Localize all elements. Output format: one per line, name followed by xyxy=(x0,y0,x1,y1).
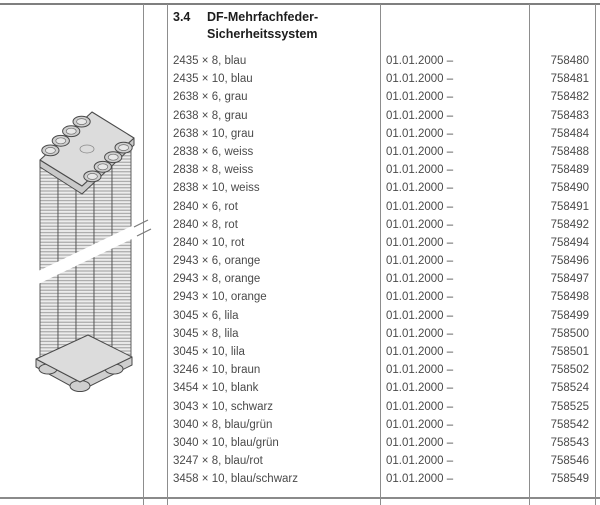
row-description: 2638 × 10, grau xyxy=(173,127,254,140)
top-rule xyxy=(0,3,600,5)
row-description: 3246 × 10, braun xyxy=(173,364,261,377)
row-part-number: 758549 xyxy=(550,473,589,486)
row-valid-from-date: 01.01.2000 – xyxy=(386,255,454,268)
row-description: 2838 × 6, weiss xyxy=(173,145,254,158)
row-description: 3040 × 8, blau/grün xyxy=(173,418,273,431)
table-row xyxy=(168,270,595,288)
row-valid-from-date: 01.01.2000 – xyxy=(386,291,454,304)
row-description: 2943 × 6, orange xyxy=(173,255,261,268)
row-part-number: 758494 xyxy=(550,236,589,249)
table-row xyxy=(168,379,595,397)
table-row xyxy=(168,470,595,488)
table-row xyxy=(168,252,595,270)
row-valid-from-date: 01.01.2000 – xyxy=(386,164,454,177)
row-part-number: 758542 xyxy=(550,418,589,431)
row-valid-from-date: 01.01.2000 – xyxy=(386,400,454,413)
row-part-number: 758490 xyxy=(550,182,589,195)
row-valid-from-date: 01.01.2000 – xyxy=(386,218,454,231)
row-part-number: 758498 xyxy=(550,291,589,304)
row-part-number: 758484 xyxy=(550,127,589,140)
row-valid-from-date: 01.01.2000 – xyxy=(386,382,454,395)
row-description: 2840 × 6, rot xyxy=(173,200,238,213)
row-valid-from-date: 01.01.2000 – xyxy=(386,91,454,104)
row-description: 3247 × 8, blau/rot xyxy=(173,455,263,468)
section-title-line1: DF-Mehrfachfeder- xyxy=(207,10,319,24)
row-valid-from-date: 01.01.2000 – xyxy=(386,473,454,486)
row-part-number: 758524 xyxy=(550,382,589,395)
section-heading xyxy=(173,9,318,43)
table-row xyxy=(168,398,595,416)
row-valid-from-date: 01.01.2000 – xyxy=(386,109,454,122)
table-row xyxy=(168,198,595,216)
row-description: 3045 × 8, lila xyxy=(173,327,239,340)
table-row xyxy=(168,70,595,88)
row-description: 3454 × 10, blank xyxy=(173,382,259,395)
row-part-number: 758496 xyxy=(550,255,589,268)
break-band-dashes xyxy=(134,220,151,236)
row-part-number: 758488 xyxy=(550,145,589,158)
row-part-number: 758502 xyxy=(550,364,589,377)
row-valid-from-date: 01.01.2000 – xyxy=(386,182,454,195)
row-part-number: 758489 xyxy=(550,164,589,177)
row-valid-from-date: 01.01.2000 – xyxy=(386,455,454,468)
table-row xyxy=(168,179,595,197)
table-row xyxy=(168,107,595,125)
row-part-number: 758482 xyxy=(550,91,589,104)
parts-table-rows xyxy=(168,52,595,489)
row-part-number: 758492 xyxy=(550,218,589,231)
row-part-number: 758499 xyxy=(550,309,589,322)
table-row xyxy=(168,288,595,306)
table-row xyxy=(168,343,595,361)
table-row xyxy=(168,125,595,143)
row-description: 2838 × 8, weiss xyxy=(173,164,254,177)
row-valid-from-date: 01.01.2000 – xyxy=(386,145,454,158)
row-part-number: 758525 xyxy=(550,400,589,413)
section-title-line2: Sicherheitssystem xyxy=(207,27,318,41)
row-description: 2638 × 6, grau xyxy=(173,91,248,104)
row-valid-from-date: 01.01.2000 – xyxy=(386,273,454,286)
section-title xyxy=(207,9,318,43)
row-valid-from-date: 01.01.2000 – xyxy=(386,55,454,67)
row-description: 2435 × 10, blau xyxy=(173,73,253,86)
row-part-number: 758497 xyxy=(550,273,589,286)
spring-pack-illustration xyxy=(30,103,155,398)
row-valid-from-date: 01.01.2000 – xyxy=(386,346,454,358)
row-part-number: 758543 xyxy=(550,436,589,449)
table-row xyxy=(168,434,595,452)
table-row xyxy=(168,307,595,325)
row-part-number: 758546 xyxy=(550,455,589,468)
table-row xyxy=(168,361,595,379)
row-description: 2943 × 8, orange xyxy=(173,273,261,286)
table-row xyxy=(168,325,595,343)
row-part-number: 758491 xyxy=(550,200,589,213)
bottom-rule xyxy=(0,497,600,499)
row-part-number: 758481 xyxy=(550,73,589,86)
table-row xyxy=(168,452,595,470)
table-row xyxy=(168,416,595,434)
row-valid-from-date: 01.01.2000 – xyxy=(386,200,454,213)
row-part-number: 758480 xyxy=(550,55,589,67)
row-valid-from-date: 01.01.2000 – xyxy=(386,236,454,249)
table-right-border xyxy=(595,4,596,505)
row-valid-from-date: 01.01.2000 – xyxy=(386,436,454,449)
table-row xyxy=(168,88,595,106)
table-row xyxy=(168,143,595,161)
row-valid-from-date: 01.01.2000 – xyxy=(386,127,454,140)
row-description: 3458 × 10, blau/schwarz xyxy=(173,473,298,486)
table-row xyxy=(168,52,595,70)
row-description: 2840 × 10, rot xyxy=(173,236,245,249)
section-number: 3.4 xyxy=(173,10,191,24)
row-part-number: 758483 xyxy=(550,109,589,122)
row-valid-from-date: 01.01.2000 – xyxy=(386,364,454,377)
row-description: 3043 × 10, schwarz xyxy=(173,400,274,413)
row-valid-from-date: 01.01.2000 – xyxy=(386,73,454,86)
row-description: 3045 × 6, lila xyxy=(173,309,239,322)
row-valid-from-date: 01.01.2000 – xyxy=(386,327,454,340)
row-description: 3040 × 10, blau/grün xyxy=(173,436,279,449)
table-row xyxy=(168,234,595,252)
row-part-number: 758500 xyxy=(550,327,589,340)
row-valid-from-date: 01.01.2000 – xyxy=(386,418,454,431)
row-description: 2435 × 8, blau xyxy=(173,55,247,67)
row-description: 2838 × 10, weiss xyxy=(173,182,260,195)
row-description: 2638 × 8, grau xyxy=(173,109,248,122)
row-description: 3045 × 10, lila xyxy=(173,346,245,358)
row-description: 2840 × 8, rot xyxy=(173,218,238,231)
table-row xyxy=(168,216,595,234)
row-part-number: 758501 xyxy=(550,346,589,358)
row-description: 2943 × 10, orange xyxy=(173,291,267,304)
row-valid-from-date: 01.01.2000 – xyxy=(386,309,454,322)
table-row xyxy=(168,161,595,179)
